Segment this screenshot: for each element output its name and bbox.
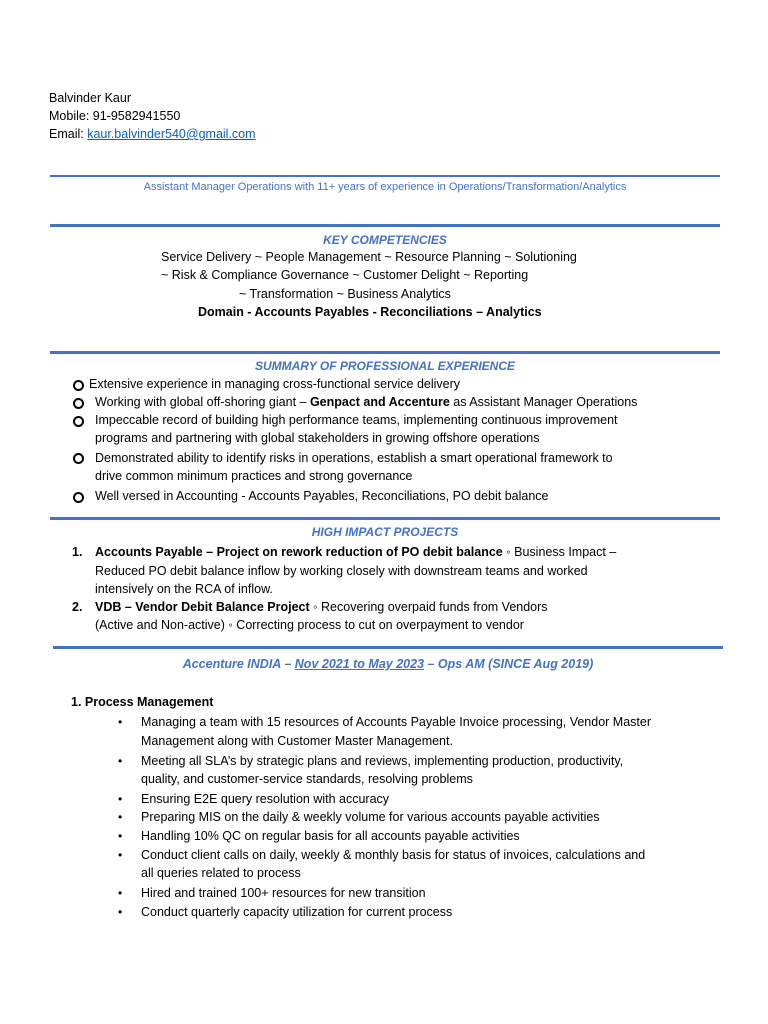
summary-item-2-role: as Assistant Manager Operations bbox=[449, 395, 638, 409]
competencies-line-2: ~ Risk & Compliance Governance ~ Customer Delight ~ Reporting bbox=[161, 268, 529, 282]
process-item-2-line-2: quality, and customer-service standards, resolving problems bbox=[141, 772, 473, 786]
bullet-icon: • bbox=[118, 792, 123, 806]
process-item-3: Ensuring E2E query resolution with accuracy bbox=[141, 792, 390, 806]
divider-competencies bbox=[50, 224, 720, 227]
bullet-icon: • bbox=[118, 715, 123, 729]
bullet-icon: • bbox=[118, 886, 123, 900]
summary-item-1: Extensive experience in managing cross-functional service delivery bbox=[89, 377, 461, 391]
bullet-icon: • bbox=[118, 848, 123, 862]
tagline: Assistant Manager Operations with 11+ years of experience in Operations/Transformation/Analytics bbox=[143, 181, 627, 193]
project-1-line-3: intensively on the RCA of inflow. bbox=[95, 582, 273, 596]
divider-employer bbox=[53, 646, 723, 649]
project-2-title-line bbox=[95, 598, 548, 616]
project-1-title: Accounts Payable – Project on rework reduction of PO debit balance bbox=[95, 545, 503, 559]
process-item-8: Conduct quarterly capacity utilization for current process bbox=[141, 905, 453, 919]
competencies-heading: KEY COMPETENCIES bbox=[323, 233, 447, 247]
process-heading: 1. Process Management bbox=[71, 695, 214, 709]
summary-item-2 bbox=[95, 393, 637, 411]
process-item-1-line-2: Management along with Customer Master Management. bbox=[141, 734, 453, 748]
candidate-name: Balvinder Kaur bbox=[49, 91, 131, 105]
mobile-line bbox=[49, 107, 180, 125]
process-item-4: Preparing MIS on the daily & weekly volume for various accounts payable activities bbox=[141, 810, 600, 824]
ring-bullet-icon bbox=[73, 416, 84, 427]
email-label: Email: bbox=[49, 127, 88, 141]
mobile-number: 91-9582941550 bbox=[92, 109, 181, 123]
bullet-icon: • bbox=[118, 754, 123, 768]
bullet-icon: • bbox=[118, 829, 123, 843]
projects-heading: HIGH IMPACT PROJECTS bbox=[311, 525, 459, 539]
process-item-7: Hired and trained 100+ resources for new transition bbox=[141, 886, 426, 900]
divider-top bbox=[50, 175, 720, 177]
summary-heading: SUMMARY OF PROFESSIONAL EXPERIENCE bbox=[254, 359, 516, 373]
project-1-title-line bbox=[95, 543, 616, 561]
project-2-title: VDB – Vendor Debit Balance Project bbox=[95, 600, 310, 614]
summary-item-4-line-2: drive common minimum practices and strong governance bbox=[95, 469, 413, 483]
summary-item-2-companies: Genpact and Accenture bbox=[309, 395, 450, 409]
summary-item-2-text: Working with global off-shoring giant – bbox=[95, 395, 310, 409]
employer-line bbox=[53, 655, 723, 673]
email-line bbox=[49, 125, 256, 143]
bullet-icon: • bbox=[118, 810, 123, 824]
project-2-line-2: (Active and Non-active) ◦ Correcting process to cut on overpayment to vendor bbox=[95, 618, 524, 632]
process-item-1-line-1: Managing a team with 15 resources of Accounts Payable Invoice processing, Vendor Master bbox=[141, 715, 652, 729]
project-1-line-2: Reduced PO debit balance inflow by working closely with downstream teams and worked bbox=[95, 564, 588, 578]
summary-item-3-line-2: programs and partnering with global stakeholders in growing offshore operations bbox=[95, 431, 540, 445]
summary-item-3-line-1: Impeccable record of building high performance teams, implementing continuous improvement bbox=[95, 413, 618, 427]
ring-bullet-icon bbox=[73, 453, 84, 464]
competencies-line-1: Service Delivery ~ People Management ~ Resource Planning ~ Solutioning bbox=[161, 250, 577, 264]
process-item-6-line-2: all queries related to process bbox=[141, 866, 301, 880]
employer-role: – Ops AM (SINCE Aug 2019) bbox=[424, 657, 594, 671]
summary-item-4-line-1: Demonstrated ability to identify risks in operations, establish a smart operational framework to bbox=[95, 451, 613, 465]
project-1-impact: ◦ Business Impact – bbox=[502, 545, 617, 559]
process-item-5: Handling 10% QC on regular basis for all accounts payable activities bbox=[141, 829, 520, 843]
mobile-label: Mobile: bbox=[49, 109, 93, 123]
project-1-number: 1. bbox=[72, 545, 83, 559]
process-item-2-line-1: Meeting all SLA’s by strategic plans and reviews, implementing production, productivity, bbox=[141, 754, 624, 768]
divider-summary bbox=[50, 351, 720, 354]
project-2-detail: ◦ Recovering overpaid funds from Vendors bbox=[309, 600, 548, 614]
employer-dates: Nov 2021 to May 2023 bbox=[294, 657, 425, 671]
ring-bullet-icon bbox=[73, 398, 84, 409]
competencies-domain: Domain - Accounts Payables - Reconciliations – Analytics bbox=[198, 305, 542, 319]
email-link[interactable]: kaur.balvinder540@gmail.com bbox=[87, 127, 256, 141]
ring-bullet-icon bbox=[73, 492, 84, 503]
divider-projects bbox=[50, 517, 720, 520]
competencies-line-3: ~ Transformation ~ Business Analytics bbox=[239, 287, 451, 301]
ring-bullet-icon bbox=[73, 380, 84, 391]
bullet-icon: • bbox=[118, 905, 123, 919]
process-item-6-line-1: Conduct client calls on daily, weekly & monthly basis for status of invoices, calculations and bbox=[141, 848, 646, 862]
summary-item-5: Well versed in Accounting - Accounts Payables, Reconciliations, PO debit balance bbox=[95, 489, 549, 503]
project-2-number: 2. bbox=[72, 600, 83, 614]
employer-name: Accenture INDIA – bbox=[182, 657, 295, 671]
